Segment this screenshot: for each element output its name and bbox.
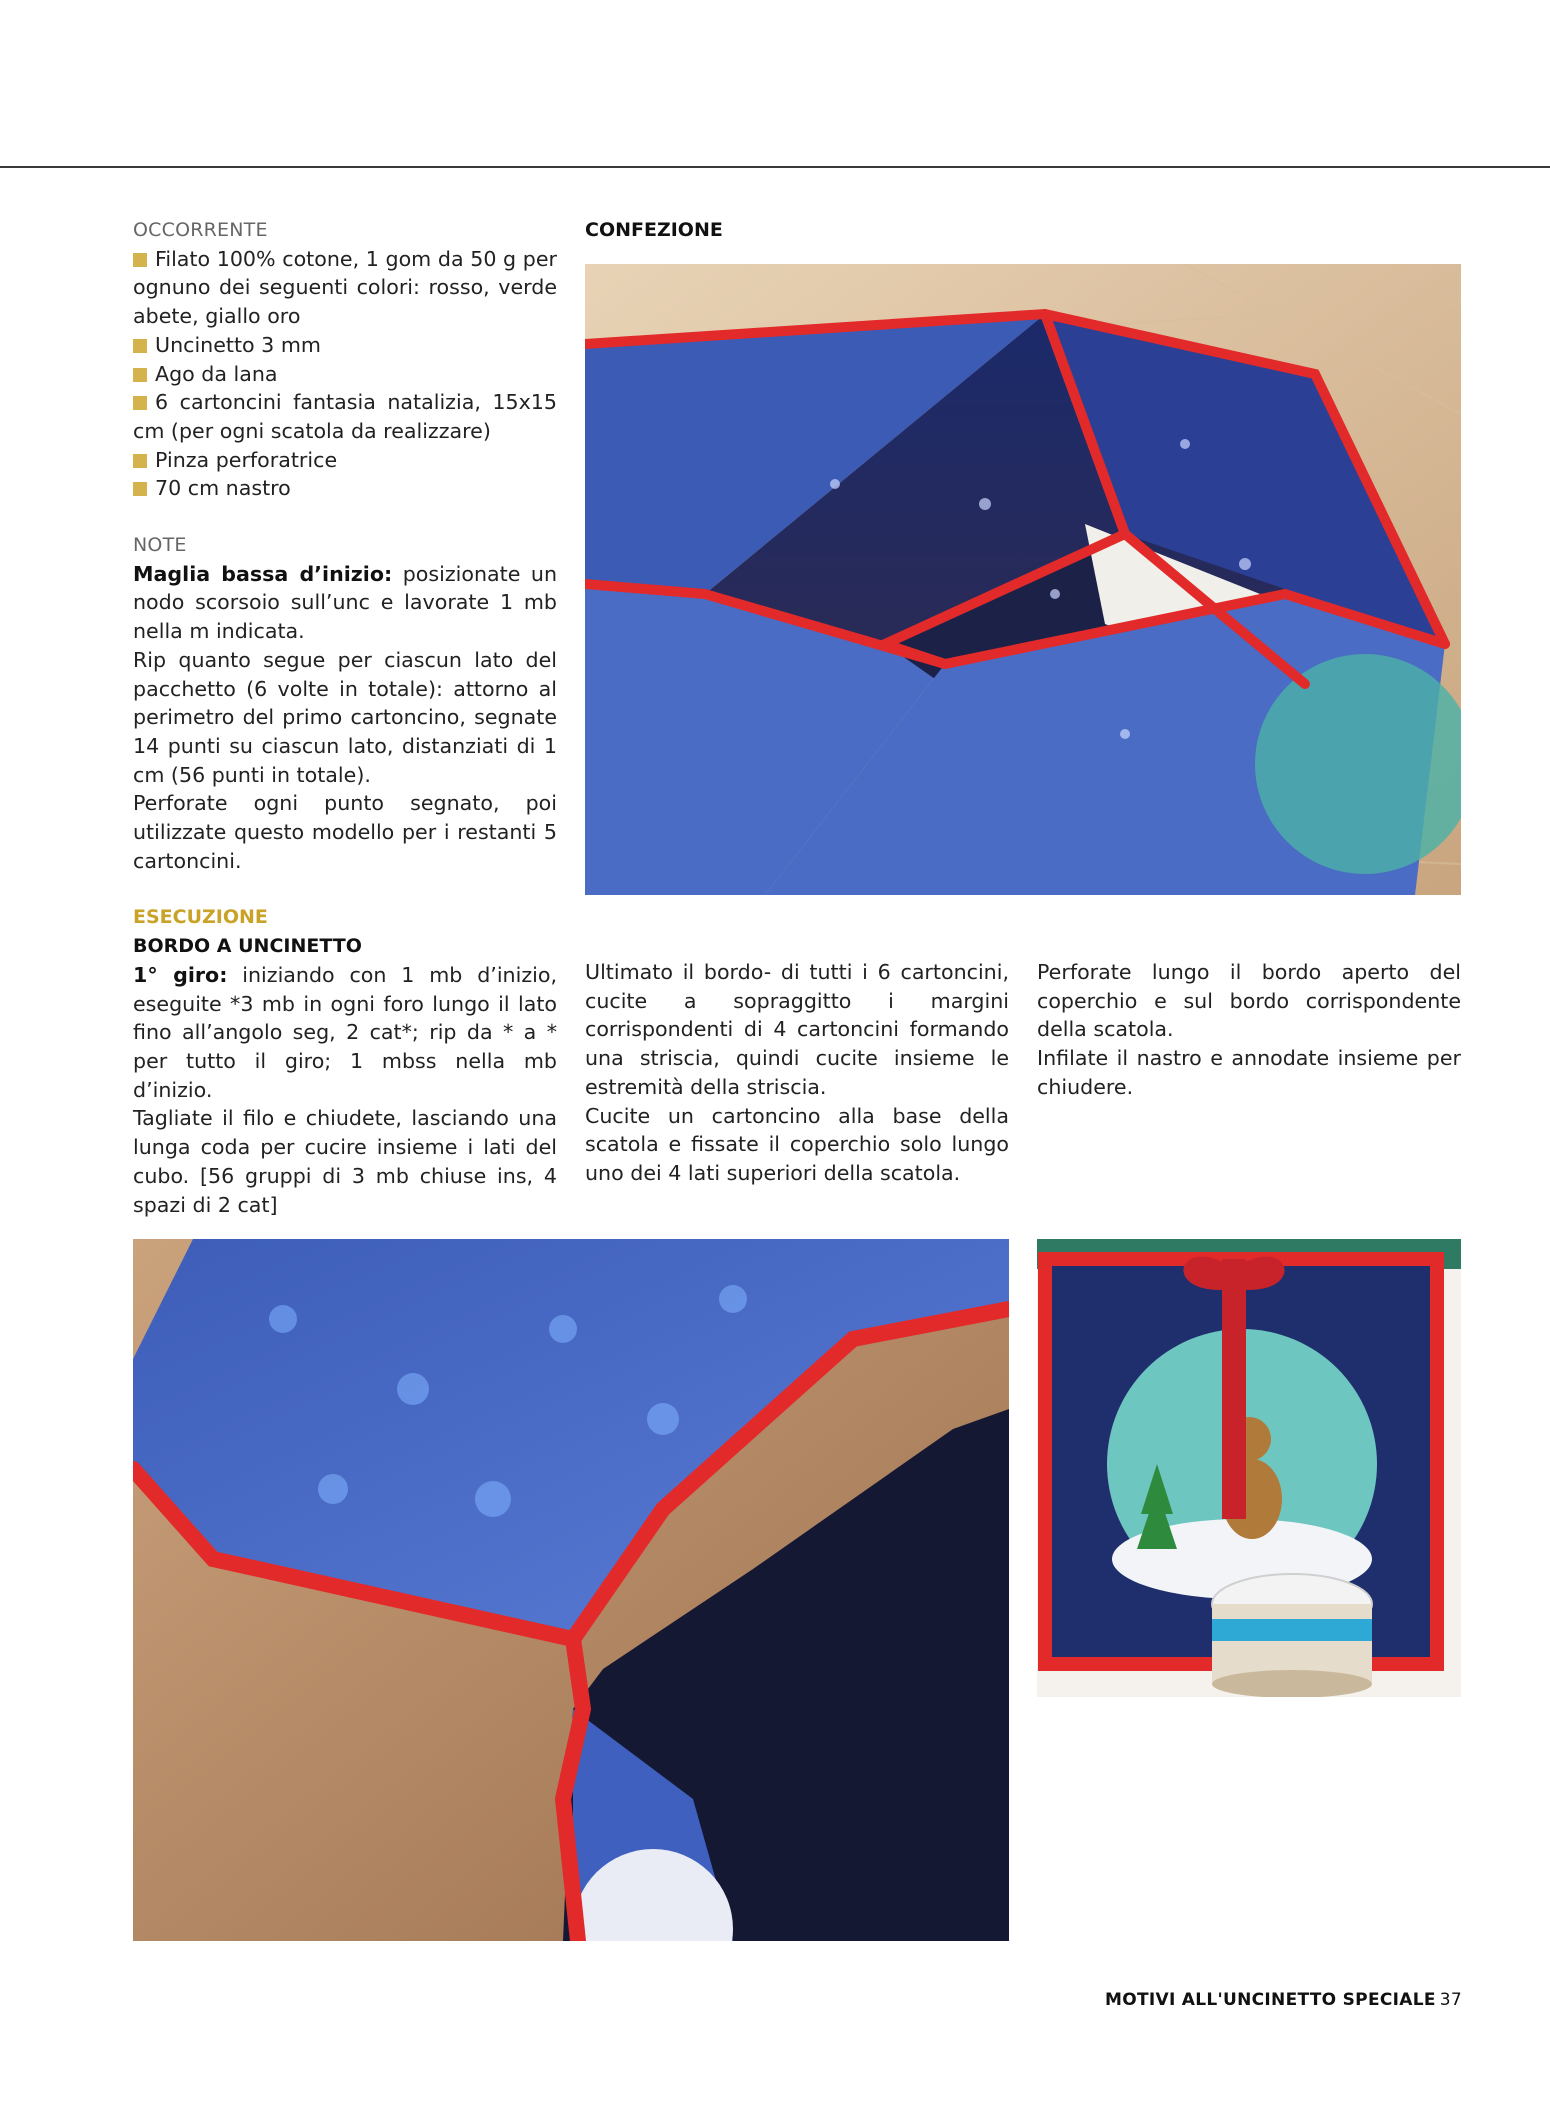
page-footer	[1105, 1990, 1462, 2010]
photo-open-box	[585, 264, 1461, 895]
confezione-paragraph: Infilate il nastro e annodate insieme per chiudere.	[1037, 1046, 1461, 1099]
photo-crochet-edge-closeup	[133, 1239, 1009, 1941]
list-item: 6 cartoncini fantasia natalizia, 15x15 cm (per ogni scatola da realizzare)	[133, 390, 557, 443]
confezione-heading: CONFEZIONE	[585, 219, 723, 241]
photo-finished-box	[1037, 1239, 1461, 1697]
square-bullet-icon	[133, 482, 147, 496]
right-text-column	[1037, 958, 1461, 1102]
bordo-subheading: BORDO A UNCINETTO	[133, 935, 362, 958]
square-bullet-icon	[133, 339, 147, 353]
header-rule	[0, 166, 1550, 168]
occorrente-label: OCCORRENTE	[133, 219, 268, 241]
materials-list	[133, 245, 557, 503]
page-number: 37	[1439, 1990, 1462, 2010]
square-bullet-icon	[133, 368, 147, 382]
confezione-paragraph: Cucite un cartoncino alla base della scatola e fissate il coperchio solo lungo uno dei 4 lati superiori della scatola.	[585, 1103, 1009, 1185]
confezione-paragraph: Ultimato il bordo- di tutti i 6 cartoncini, cucite a sopraggitto i margini corrispondenti di 4 cartoncini formando una striscia, quindi cucite insieme le estremità della striscia.	[585, 960, 1009, 1099]
list-item: Ago da lana	[133, 360, 557, 389]
list-item: Filato 100% cotone, 1 gom da 50 g per ognuno dei seguenti colori: rosso, verde abete, giallo oro	[133, 246, 557, 329]
square-bullet-icon	[133, 396, 147, 410]
round-paragraph: 1° giro: iniziando con 1 mb d’inizio, eseguite *3 mb in ogni foro lungo il lato fino all’angolo seg, 2 cat*; rip da * a * per tutto il giro; 1 mbss nella mb d’inizio.	[133, 962, 558, 1102]
confezione-paragraph: Perforate lungo il bordo aperto del coperchio e sul bordo corrispondente della scatola.	[1037, 960, 1461, 1042]
square-bullet-icon	[133, 454, 147, 468]
finishing-paragraph: Tagliate il filo e chiudete, lasciando una lunga coda per cucire insieme i lati del cubo. [56 gruppi di 3 mb chiuse ins, 4 spazi di 2 cat]	[133, 1106, 557, 1217]
left-column	[133, 216, 557, 1219]
list-item: Uncinetto 3 mm	[133, 331, 557, 360]
note-paragraph: Perforate ogni punto segnato, poi utilizzate questo modello per i restanti 5 cartoncini.	[133, 791, 557, 873]
list-item: Pinza perforatrice	[133, 446, 557, 475]
note-paragraph: Maglia bassa d’inizio: posizionate un nodo scorsoio sull’unc e lavorate 1 mb nella m indicata.	[133, 561, 557, 644]
confezione-header	[585, 216, 1009, 245]
middle-text-column	[585, 958, 1009, 1188]
note-label: NOTE	[133, 534, 187, 557]
square-bullet-icon	[133, 253, 147, 267]
esecuzione-heading: ESECUZIONE	[133, 906, 268, 929]
magazine-title: MOTIVI ALL'UNCINETTO SPECIALE	[1105, 1990, 1436, 2010]
note-paragraph: Rip quanto segue per ciascun lato del pacchetto (6 volte in totale): attorno al perimetro del primo cartoncino, segnate 14 punti su ciascun lato, distanziati di 1 cm (56 punti in totale).	[133, 647, 557, 787]
list-item: 70 cm nastro	[133, 474, 557, 503]
